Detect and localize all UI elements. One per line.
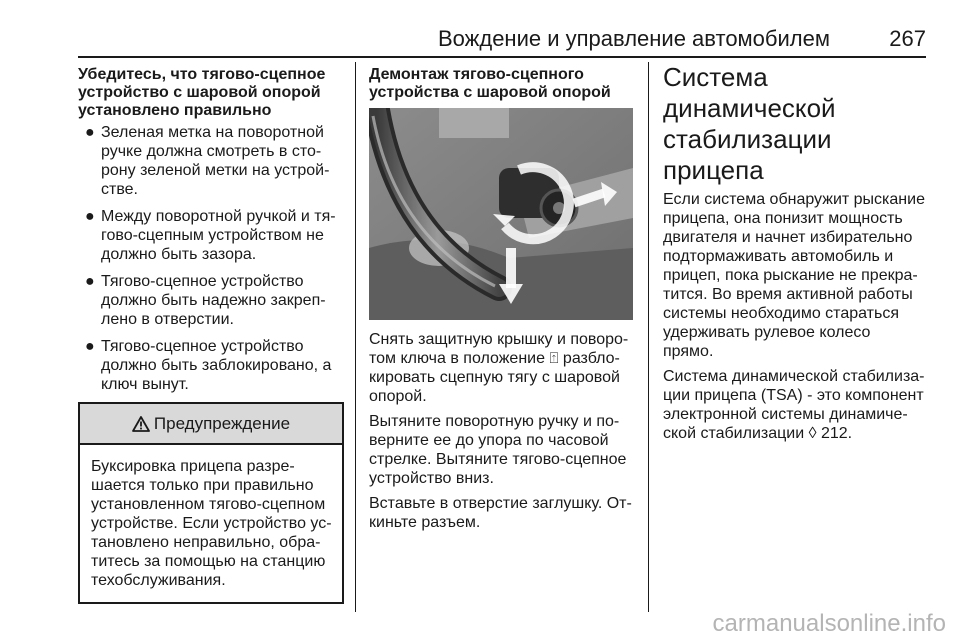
section-title: Система динамической стабилизации прицепа	[663, 62, 836, 185]
bullet-icon: ●	[85, 338, 95, 355]
list-item	[78, 337, 344, 394]
column-3	[663, 62, 925, 449]
section-heading: Убедитесь, что тягово-сцепное устройство с шаровой опорой установлено правильно	[78, 66, 326, 119]
list-item-text: Между поворотной ручкой и тя- гово-сцепным устройством не должно быть зазора.	[101, 208, 336, 263]
header-title: Вождение и управление автомобилем	[437, 26, 830, 51]
warning-box	[78, 402, 344, 604]
list-item-text: Тягово-сцепное устройство должно быть заблокировано, а ключ вынут.	[101, 338, 332, 393]
checklist	[78, 123, 344, 394]
page-number: 267	[889, 26, 926, 51]
instruction-paragraph	[369, 330, 633, 406]
warning-header	[80, 404, 342, 445]
page-reference-icon: ◊	[808, 425, 817, 442]
column-2	[369, 66, 633, 538]
body-text: Система динамической стабилиза- ции прицепа (TSA) - это компонент электронной системы динамиче- ской стабилизации	[663, 368, 925, 442]
column-divider	[355, 62, 356, 612]
warning-triangle-icon	[132, 416, 150, 432]
page-header	[78, 24, 926, 58]
list-item	[78, 207, 344, 264]
page-reference-link[interactable]: 212	[820, 425, 848, 442]
body-paragraph	[663, 367, 925, 443]
column-1	[78, 66, 344, 604]
body-paragraph: Если система обнаружит рыскание прицепа, она понизит мощность двигателя и начнет избирательно подтормаживать автомобиль и прицеп, пока рыскание не прекра- тится. Во время активной работы системы необходимо стараться удерживать рулевое колесо прямо.	[663, 191, 925, 360]
instruction-text: разбло- кировать сцепную тягу с шаровой опорой.	[369, 350, 620, 405]
instruction-text: Снять защитную крышку и поворо- том ключа в положение	[369, 331, 629, 367]
list-item	[78, 272, 344, 329]
warning-text: Буксировка прицепа разре- шается только при правильно установленном тягово-сцепном устройстве. Если устройство ус- тановлено неправильно, обра- титесь за помощью на станцию техобслуживания.	[91, 458, 332, 589]
towbar-removal-illustration	[369, 108, 633, 320]
unlock-icon: ⍐	[549, 350, 559, 367]
section-heading: Демонтаж тягово-сцепного устройства с шаровой опорой	[369, 66, 611, 101]
bullet-icon: ●	[85, 208, 95, 225]
body-text: .	[847, 425, 853, 442]
instruction-paragraph: Вытяните поворотную ручку и по- верните ее до упора по часовой стрелке. Вытяните тягово-сцепное устройство вниз.	[369, 413, 627, 487]
watermark: carmanualsonline.info	[712, 610, 946, 637]
list-item-text: Зеленая метка на поворотной ручке должна смотреть в сто- рону зеленой метки на устрой- стве.	[101, 124, 330, 198]
bullet-icon: ●	[85, 273, 95, 290]
warning-title: Предупреждение	[153, 413, 291, 433]
list-item	[78, 123, 344, 199]
column-divider	[648, 62, 649, 612]
bullet-icon: ●	[85, 124, 95, 141]
list-item-text: Тягово-сцепное устройство должно быть надежно закреп- лено в отверстии.	[101, 273, 326, 328]
instruction-paragraph: Вставьте в отверстие заглушку. От- киньте разъем.	[369, 495, 632, 531]
